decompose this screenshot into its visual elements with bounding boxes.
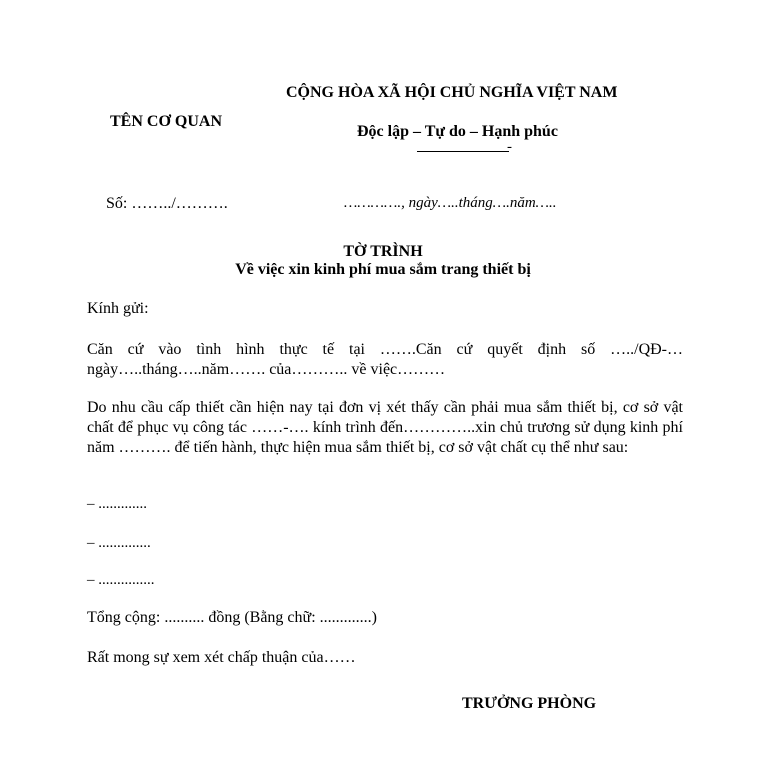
agency-name: TÊN CƠ QUAN <box>110 113 223 130</box>
motto-underline-tail: - <box>507 139 512 155</box>
motto: Độc lập – Tự do – Hạnh phúc <box>357 123 558 140</box>
list-item: – .............. <box>87 535 151 551</box>
list-item: – ............. <box>87 496 147 512</box>
paragraph-request: Do nhu cầu cấp thiết cần hiện nay tại đơn vị xét thấy cần phải mua sắm thiết bị, cơ sở vật chất để phục vụ công tác ……-…. kính trình đến…………..xin chủ trương sử dụng kinh phí năm ………. để tiến hành, thực hiện mua sắm thiết bị, cơ sở vật chất cụ thể như sau: <box>87 399 683 456</box>
document-date: …………., ngày…..tháng….năm….. <box>344 195 557 211</box>
document-title: TỜ TRÌNH <box>343 243 423 260</box>
list-item: – ............... <box>87 572 155 588</box>
paragraph-basis: Căn cứ vào tình hình thực tế tại …….Căn cứ quyết định số …../QĐ-… ngày…..tháng…..năm……. của……….. về việc……… <box>87 341 683 378</box>
document-subject: Về việc xin kinh phí mua sắm trang thiết bị <box>235 261 531 278</box>
document-number: Số: ……../………. <box>106 195 228 212</box>
closing-line: Rất mong sự xem xét chấp thuận của…… <box>87 649 356 666</box>
nation-heading: CỘNG HÒA XÃ HỘI CHỦ NGHĨA VIỆT NAM <box>286 84 618 101</box>
signature-title: TRƯỞNG PHÒNG <box>462 695 597 712</box>
motto-underline <box>417 151 509 152</box>
salutation: Kính gửi: <box>87 300 149 317</box>
total-line: Tổng cộng: .......... đồng (Bằng chữ: .............) <box>87 609 377 626</box>
